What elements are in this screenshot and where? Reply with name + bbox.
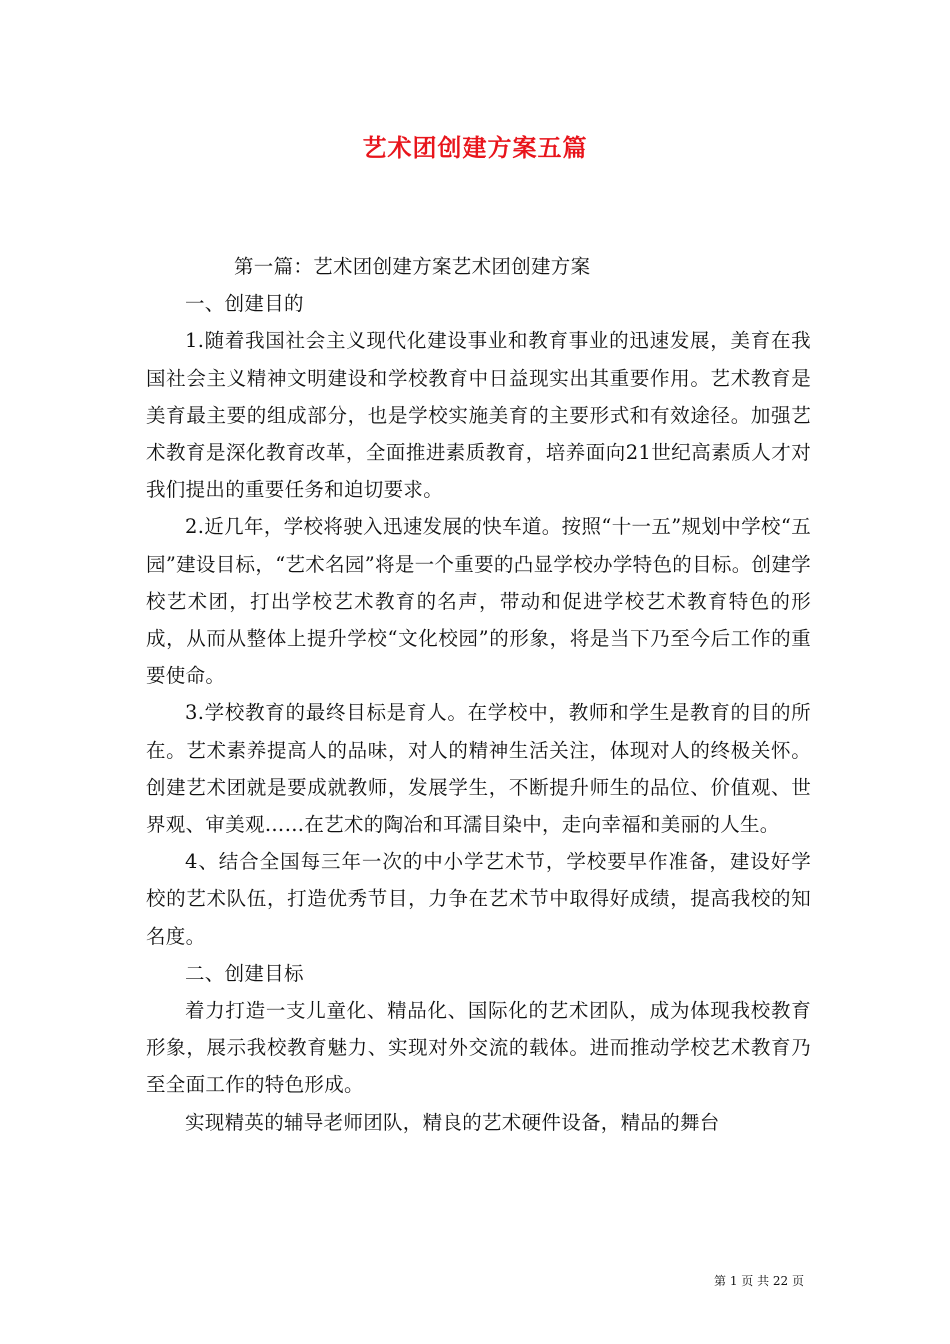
document-body — [146, 248, 811, 1141]
paragraph-elite-team: 实现精英的辅导老师团队，精良的艺术硬件设备，精品的舞台 — [185, 1110, 720, 1134]
heading-purpose: 一、创建目的 — [185, 292, 304, 316]
paragraph-goals: 着力打造一支儿童化、精品化、国际化的艺术团队，成为体现我校教育形象，展示我校教育魅力、实现对外交流的载体。进而推动学校艺术教育乃至全面工作的特色形成。 — [146, 999, 811, 1097]
paragraph-3: 3.学校教育的最终目标是育人。在学校中，教师和学生是教育的目的所在。艺术素养提高人的品味，对人的精神生活关注，体现对人的终极关怀。创建艺术团就是要成就教师，发展学生，不断提升师生的品位、价值观、世界观、审美观……在艺术的陶冶和耳濡目染中，走向幸福和美丽的人生。 — [146, 701, 811, 837]
paragraph-2: 2.近几年，学校将驶入迅速发展的快车道。按照“十一五”规划中学校“五园”建设目标，“艺术名园”将是一个重要的凸显学校办学特色的目标。创建学校艺术团，打出学校艺术教育的名声，带动和促进学校艺术教育特色的形成，从而从整体上提升学校“文化校园”的形象，将是当下乃至今后工作的重要使命。 — [146, 515, 811, 688]
heading-goals: 二、创建目标 — [185, 961, 304, 985]
page-number-footer: 第 1 页 共 22 页 — [714, 1274, 804, 1288]
paragraph-1: 1.随着我国社会主义现代化建设事业和教育事业的迅速发展，美育在我国社会主义精神文明建设和学校教育中日益现实出其重要作用。艺术教育是美育最主要的组成部分，也是学校实施美育的主要形式和有效途径。加强艺术教育是深化教育改革，全面推进素质教育，培养面向21世纪高素质人才对我们提出的重要任务和迫切要求。 — [146, 329, 811, 502]
paragraph-4: 4、结合全国每三年一次的中小学艺术节，学校要早作准备，建设好学校的艺术队伍，打造优秀节目，力争在艺术节中取得好成绩，提高我校的知名度。 — [146, 850, 811, 948]
section-subtitle: 第一篇：艺术团创建方案艺术团创建方案 — [234, 255, 591, 278]
document-title: 艺术团创建方案五篇 — [362, 133, 588, 162]
